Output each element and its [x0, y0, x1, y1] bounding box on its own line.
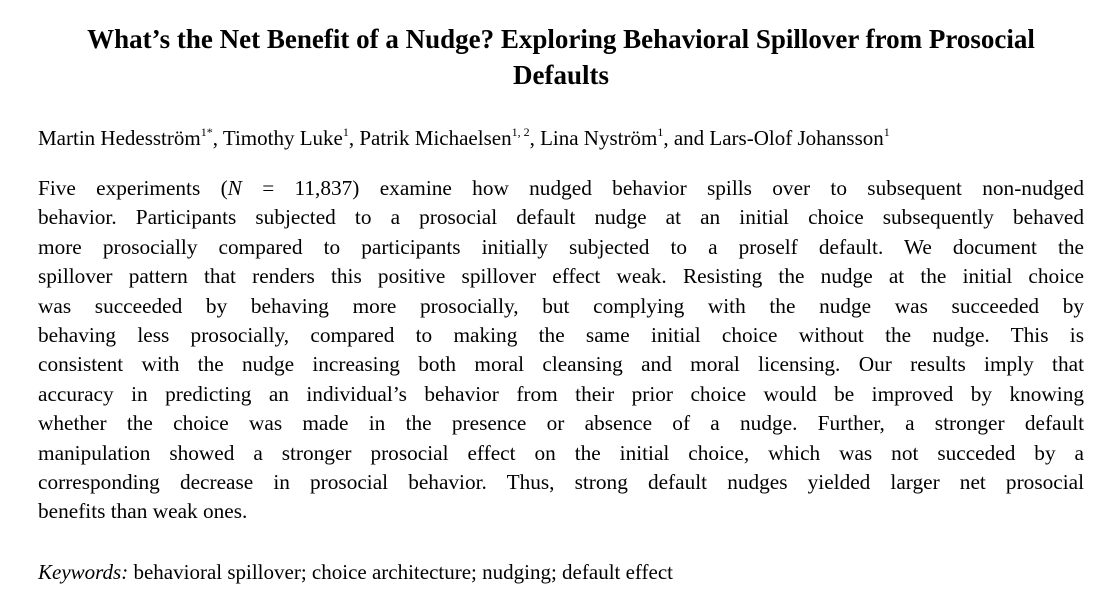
author-name: Lina Nyström [540, 126, 658, 150]
abstract [38, 174, 1084, 527]
author-separator: , [348, 126, 360, 150]
author-name: Timothy Luke [222, 126, 343, 150]
author-affiliation: 1* [200, 125, 213, 139]
abstract-line [38, 174, 1084, 203]
keywords [38, 557, 673, 587]
author-list [38, 123, 1098, 153]
author-affiliation: 1 [657, 125, 664, 139]
author-affiliation: 1, 2 [511, 125, 530, 139]
abstract-line: behavior. Participants subjected to a prosocial default nudge at an initial choice subsequently behaved [38, 205, 1084, 230]
author-separator: , and [663, 126, 710, 150]
author-separator: , [212, 126, 223, 150]
abstract-line: behaving less prosocially, compared to making the same initial choice without the nudge. This is [38, 323, 1084, 348]
abstract-line: was succeeded by behaving more prosocially, but complying with the nudge was succeeded by [38, 293, 1084, 318]
paper-title: What’s the Net Benefit of a Nudge? Exploring Behavioral Spillover from Prosocial Defaults [87, 24, 1035, 90]
author-affiliation: 1 [342, 125, 349, 139]
author-separator: , [529, 126, 541, 150]
abstract-line: benefits than weak ones. [38, 499, 248, 524]
author-name: Patrik Michaelsen [359, 126, 512, 150]
author-name: Martin Hedesström [38, 126, 201, 150]
abstract-line: manipulation showed a stronger prosocial effect on the initial choice, which was not succeded by a [38, 440, 1084, 465]
author-affiliation: 1 [883, 125, 890, 139]
abstract-prefix: Five experiments ( [38, 176, 228, 200]
abstract-line: more prosocially compared to participants initially subjected to a proself default. We document the [38, 234, 1084, 259]
abstract-line: spillover pattern that renders this positive spillover effect weak. Resisting the nudge at the initial choice [38, 264, 1084, 289]
keywords-label: Keywords: [38, 560, 129, 584]
author-name: Lars-Olof Johansson [709, 126, 884, 150]
sample-size-symbol: N [227, 176, 242, 200]
abstract-line-text: examine how nudged behavior spills over to subsequent non-nudged [359, 176, 1084, 200]
abstract-line: whether the choice was made in the presence or absence of a nudge. Further, a stronger default [38, 411, 1084, 436]
abstract-line: accuracy in predicting an individual’s behavior from their prior choice would be improved by knowing [38, 381, 1084, 406]
abstract-line: corresponding decrease in prosocial behavior. Thus, strong default nudges yielded larger net prosocial [38, 470, 1084, 495]
abstract-line: consistent with the nudge increasing both moral cleansing and moral licensing. Our results imply that [38, 352, 1084, 377]
keywords-text: behavioral spillover; choice architecture; nudging; default effect [128, 560, 674, 584]
sample-size-value: = 11,837) [241, 176, 360, 200]
